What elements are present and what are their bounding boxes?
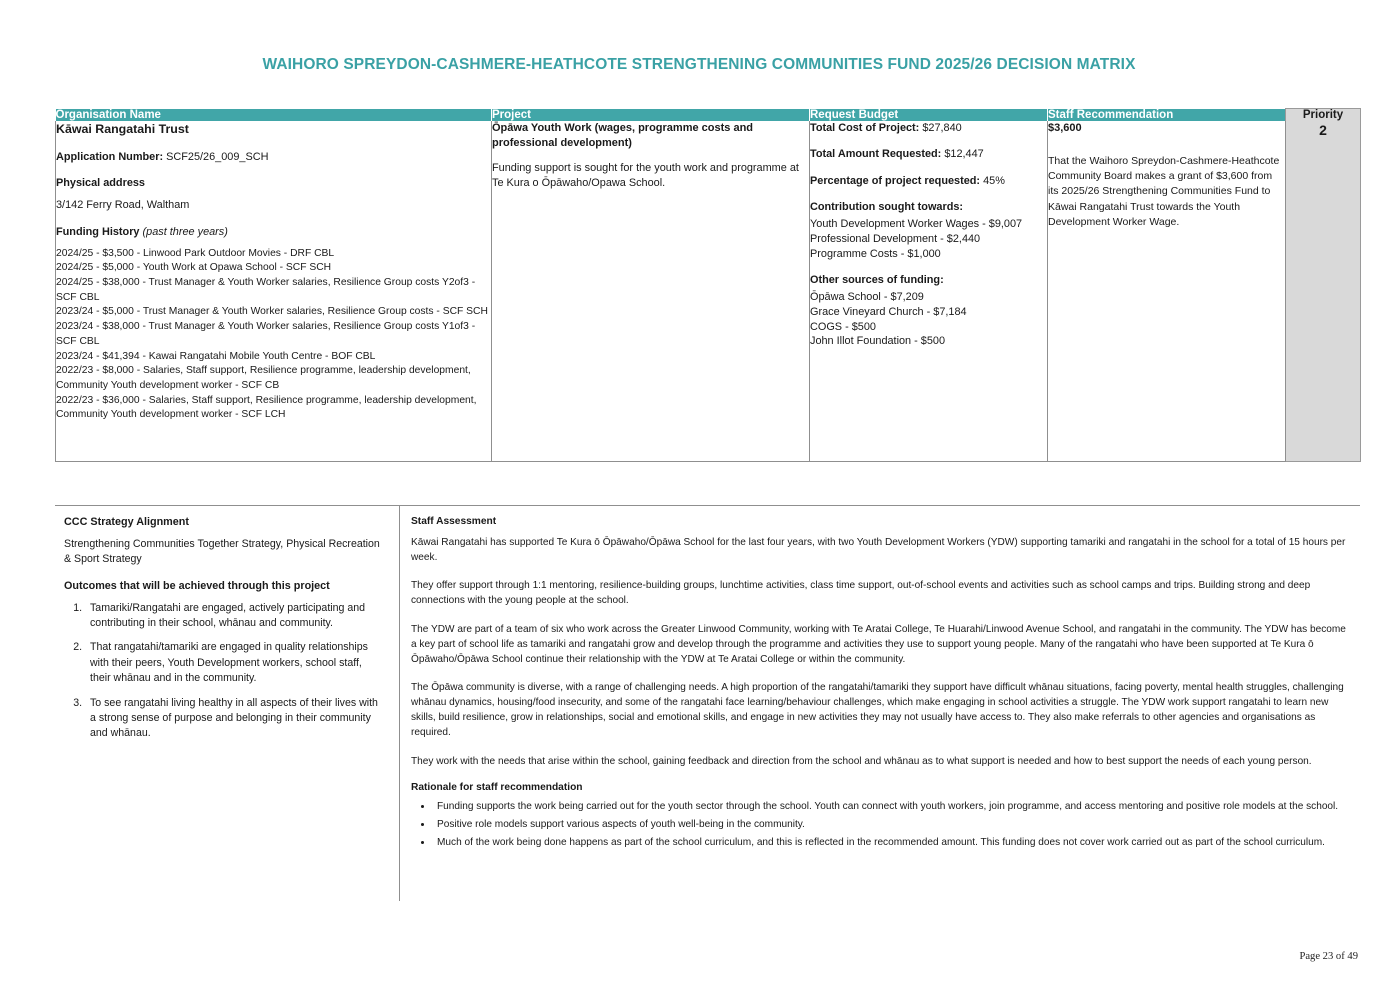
paragraph: They work with the needs that arise within the school, gaining feedback and direction from the school and whānau as to what support is needed and how to best support the needs of each young person.: [411, 755, 1312, 767]
list-item: 2024/25 - $5,000 - Youth Work at Opawa School - SCF SCH: [56, 262, 332, 274]
column-header-priority: Priority: [1286, 109, 1361, 122]
outcomes-heading: Outcomes that will be achieved through this project: [64, 579, 330, 592]
total-cost-value: $27,840: [922, 122, 962, 134]
project-description: Funding support is sought for the youth work and programme at Te Kura o Ōpāwaho/Opawa School.: [492, 161, 799, 190]
recommendation-text: That the Waihoro Spreydon-Cashmere-Heathcote Community Board makes a grant of $3,600 from its 2025/26 Strengthening Communities Fund to Kāwai Rangatahi Trust towards the Youth Development Worker Wage.: [1048, 154, 1280, 228]
list-item: • Positive role models support various aspects of youth well-being in the community.: [433, 817, 1352, 832]
assessment-section: [55, 505, 1360, 901]
cell-project: [492, 121, 810, 461]
table-row: [56, 121, 1361, 461]
cell-organisation: [56, 121, 492, 461]
other-sources-label: Other sources of funding:: [810, 274, 944, 287]
staff-assessment-panel: [400, 506, 1360, 901]
list-item: 1. Tamariki/Rangatahi are engaged, actively participating and contributing in their school, whānau and community.: [85, 601, 381, 632]
staff-assessment-paragraphs: [411, 535, 1352, 769]
other-sources-list: [810, 290, 1047, 349]
page-footer: Page 23 of 49: [1299, 951, 1358, 962]
table-header-row: [56, 109, 1361, 122]
list-item: • Funding supports the work being carried out for the youth sector through the school. Youth can connect with youth workers, join programme, and access mentoring and positive role models at the school.: [433, 799, 1352, 814]
total-requested-label: Total Amount Requested:: [810, 148, 942, 161]
column-header-request-budget: Request Budget: [810, 109, 1048, 122]
paragraph: They offer support through 1:1 mentoring, resilience-building groups, lunchtime activities, class time support, out-of-school events and activities such as school camps and trips. Building strong and deep connections with the young people at the school.: [411, 580, 1311, 607]
funding-history-label: Funding History (past three years): [56, 226, 228, 239]
list-item: 2023/24 - $38,000 - Trust Manager & Youth Worker salaries, Resilience Group costs Y1of3 - SCF CBL: [56, 321, 476, 347]
list-item: Grace Vineyard Church - $7,184: [810, 305, 967, 318]
list-item: 2022/23 - $36,000 - Salaries, Staff support, Resilience programme, leadership development, Community Youth development worker - SCF LCH: [56, 394, 477, 421]
list-item: Professional Development - $2,440: [810, 232, 981, 245]
contribution-label: Contribution sought towards:: [810, 201, 964, 214]
budget-spacer: [810, 261, 1047, 273]
total-requested-row: [810, 147, 1047, 162]
project-title: Ōpāwa Youth Work (wages, programme costs and professional development): [492, 122, 754, 150]
percentage-value: 45%: [983, 174, 1005, 187]
list-item: John Illot Foundation - $500: [810, 335, 946, 348]
list-item: 3. To see rangatahi living healthy in all aspects of their lives with a strong sense of purpose and belonging in their community and whānau.: [85, 696, 381, 742]
total-cost-label: Total Cost of Project:: [810, 122, 920, 134]
paragraph: The YDW are part of a team of six who work across the Greater Linwood Community, working with Te Aratai College, Te Huarahi/Linwood Avenue School, and rangatahi in the community. The YDW has become a key part of school life as tamariki and rangatahi grow and develop through the programme and activities they use to support young people. Many of the rangatahi who have been supported at Te Kura ō Ōpāwaho/Ōpāwa School continue their relationship with the YDW at Te Aratai College or within the community.: [411, 623, 1346, 665]
physical-address-label: Physical address: [56, 177, 145, 190]
cell-staff-recommendation: [1048, 121, 1286, 461]
cell-request-budget: [810, 121, 1048, 461]
outcomes-list: [64, 601, 381, 742]
column-header-project: Project: [492, 109, 810, 122]
list-item: • Much of the work being done happens as part of the school curriculum, and this is reflected in the recommended amount. This funding does not cover work carried out as part of the school curriculum.: [433, 835, 1352, 850]
funding-history-list: [56, 247, 491, 424]
paragraph: Kāwai Rangatahi has supported Te Kura ō Ōpāwaho/Ōpāwa School for the last four years, with two Youth Development Workers (YDW) supporting tamariki and rangatahi in the school for a total of 15 hours per week.: [411, 537, 1346, 564]
list-item: 2024/25 - $38,000 - Trust Manager & Youth Worker salaries, Resilience Group costs Y2of3 - SCF CBL: [56, 276, 476, 303]
decision-matrix-table: [55, 108, 1360, 462]
column-header-staff-recommendation: Staff Recommendation: [1048, 109, 1286, 122]
total-requested-value: $12,447: [944, 148, 984, 161]
recommended-amount: $3,600: [1048, 122, 1082, 134]
rationale-heading: Rationale for staff recommendation: [411, 781, 583, 793]
list-item: Ōpāwa School - $7,209: [810, 290, 924, 303]
funding-history-note: (past three years): [142, 226, 228, 239]
column-header-organisation: Organisation Name: [56, 109, 492, 122]
list-item: 2022/23 - $8,000 - Salaries, Staff support, Resilience programme, leadership development, Community Youth development worker - SCF CB: [56, 365, 471, 392]
organisation-name: Kāwai Rangatahi Trust: [56, 122, 189, 136]
list-item: COGS - $500: [810, 320, 876, 333]
percentage-row: [810, 174, 1047, 189]
rationale-list: [411, 799, 1352, 850]
physical-address-value: 3/142 Ferry Road, Waltham: [56, 198, 190, 211]
application-number-row: [56, 150, 491, 165]
paragraph: The Ōpāwa community is diverse, with a range of challenging needs. A high proportion of the rangatahi/tamariki they support have difficult whānau situations, facing poverty, mental health struggles, challenging whānau dynamics, housing/food insecurity, and some of the rangatahi face learning/behaviour challenges, which make engaging in school activities a struggle. The YDW work support rangatahi to learn new skills, build resilience, grow in relationships, social and emotional skills, and engage in new activities they may not usually have access to. They also make referrals to other agencies and organisations as required.: [411, 681, 1344, 739]
list-item: 2023/24 - $41,394 - Kawai Rangatahi Mobile Youth Centre - BOF CBL: [56, 350, 376, 362]
application-number-label: Application Number:: [56, 150, 164, 163]
list-item: Youth Development Worker Wages - $9,007: [810, 217, 1023, 230]
percentage-label: Percentage of project requested:: [810, 174, 981, 187]
list-item: 2023/24 - $5,000 - Trust Manager & Youth Worker salaries, Resilience Group costs - SCF SCH: [56, 306, 488, 318]
list-item: 2. That rangatahi/tamariki are engaged in quality relationships with their peers, Youth Development workers, school staff, their whānau and in the community.: [85, 640, 381, 686]
staff-assessment-heading: Staff Assessment: [411, 516, 497, 527]
strategy-body: Strengthening Communities Together Strategy, Physical Recreation & Sport Strategy: [64, 538, 380, 566]
strategy-heading: CCC Strategy Alignment: [64, 516, 189, 528]
list-item: 2024/25 - $3,500 - Linwood Park Outdoor Movies - DRF CBL: [56, 247, 335, 259]
total-cost-row: [810, 121, 1047, 136]
contribution-list: [810, 217, 1047, 261]
list-item: Programme Costs - $1,000: [810, 247, 941, 260]
page-title: WAIHORO SPREYDON-CASHMERE-HEATHCOTE STRENGTHENING COMMUNITIES FUND 2025/26 DECISION MATRIX: [262, 56, 1136, 73]
application-number-value: SCF25/26_009_SCH: [166, 150, 269, 163]
strategy-alignment-panel: [55, 506, 400, 901]
cell-priority: 2: [1286, 121, 1361, 461]
